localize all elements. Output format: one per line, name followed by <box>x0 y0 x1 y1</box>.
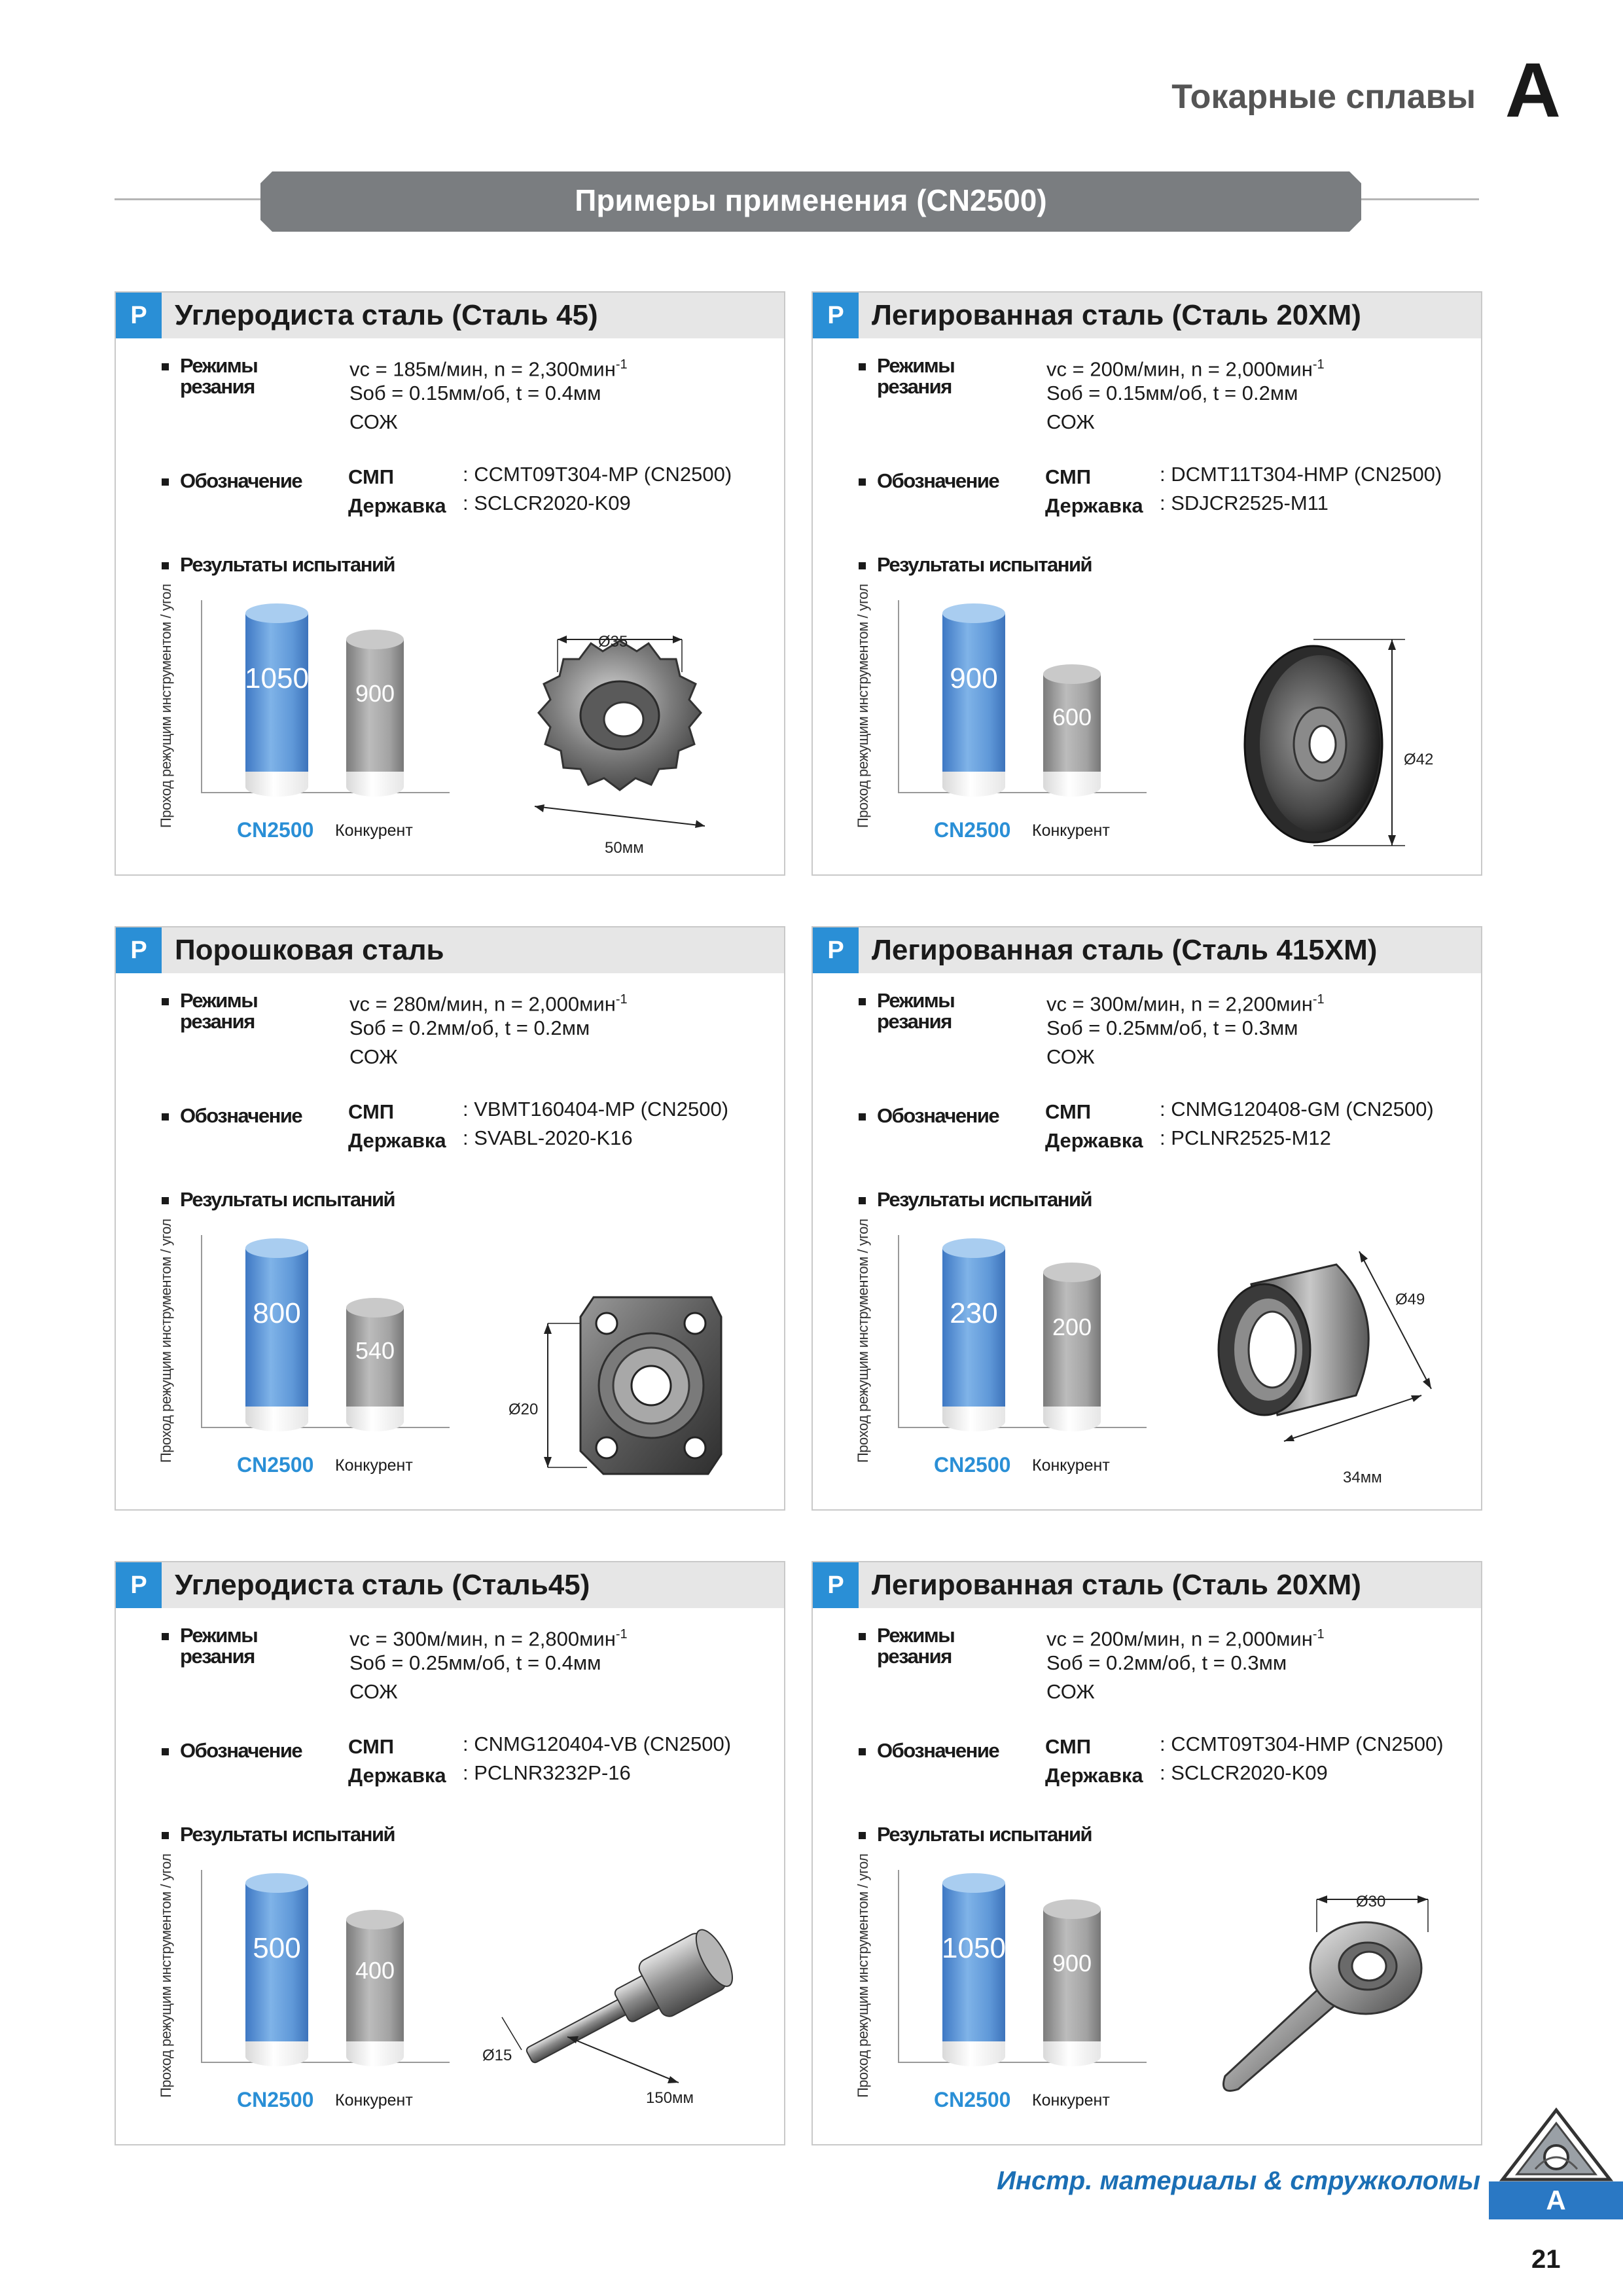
dimension-label: Ø35 <box>598 633 628 651</box>
dimension-label: 150мм <box>646 2089 694 2107</box>
designation-label: Обозначение <box>877 1739 999 1762</box>
coolant: СОЖ <box>1046 1045 1095 1068</box>
chart-bar-value: 540 <box>355 1337 395 1364</box>
chart-y-axis <box>898 1235 899 1428</box>
cutting-modes-label: Режимы <box>877 1624 955 1647</box>
holder-code: : PCLNR3232P-16 <box>463 1761 631 1784</box>
chart-category-ours: CN2500 <box>237 818 314 842</box>
insert-label: СМП <box>348 1100 395 1123</box>
cutting-speed-text: vc = 185м/мин, n = 2,300мин <box>349 357 616 381</box>
chart-y-axis-label: Проход режущим инструментом / угол <box>158 1854 174 2098</box>
chart-bar-top <box>346 1298 404 1318</box>
insert-code: : CNMG120408-GM (CN2500) <box>1160 1098 1434 1121</box>
card-title: Углеродиста сталь (Сталь 45) <box>175 299 598 331</box>
chart-bar <box>245 603 308 797</box>
chart-y-axis <box>898 600 899 793</box>
bullet <box>859 1633 866 1640</box>
coolant: СОЖ <box>349 410 398 433</box>
cutting-speed-text: vc = 200м/мин, n = 2,000мин <box>1046 1627 1313 1651</box>
designation-label: Обозначение <box>180 1739 302 1762</box>
chart-y-axis <box>201 1870 202 2063</box>
cutting-modes-label: Режимы <box>877 989 955 1012</box>
test-results-label: Результаты испытаний <box>877 1823 1092 1846</box>
chart-bar-top <box>942 1238 1005 1258</box>
chart-bar-top <box>1043 664 1101 684</box>
chart-category-ours: CN2500 <box>237 2088 314 2111</box>
chart-x-axis <box>898 2062 1147 2063</box>
coolant: СОЖ <box>1046 410 1095 433</box>
chart-bar <box>346 630 404 797</box>
designation-label: Обозначение <box>877 469 999 492</box>
feed-depth: Sоб = 0.2мм/об, t = 0.2мм <box>349 1016 590 1039</box>
insert-label: СМП <box>348 465 395 488</box>
holder-label: Державка <box>1045 1764 1143 1787</box>
chart-bar <box>942 1873 1005 2066</box>
chart-bar <box>346 1298 404 1431</box>
cutting-speed-exponent: -1 <box>615 992 628 1007</box>
material-group-badge: P <box>116 927 162 973</box>
insert-label: СМП <box>1045 1100 1092 1123</box>
cutting-modes-label-2: резания <box>877 375 952 398</box>
workpiece-illustration <box>508 1278 724 1516</box>
card-title: Легированная сталь (Сталь 415ХМ) <box>872 934 1378 966</box>
insert-code: : DCMT11T304-HMP (CN2500) <box>1160 463 1442 486</box>
chart-bar-top <box>942 603 1005 623</box>
chart-bar-value: 200 <box>1052 1314 1092 1340</box>
bullet <box>859 1113 866 1121</box>
chart-bar <box>346 1910 404 2066</box>
chart-y-axis <box>898 1870 899 2063</box>
bullet <box>162 1832 169 1839</box>
chart-bar-top <box>245 1238 308 1258</box>
bullet <box>162 1113 169 1121</box>
chart-bar-value: 500 <box>253 1932 301 1964</box>
holder-code: : SCLCR2020-K09 <box>463 492 631 514</box>
chart-bar-base <box>942 2041 1005 2066</box>
cutting-modes-label-2: резания <box>180 1645 255 1668</box>
feed-depth: Sоб = 0.15мм/об, t = 0.4мм <box>349 382 601 404</box>
chart-category-rival: Конкурент <box>1032 821 1110 840</box>
chart-bar-base <box>1043 1407 1101 1431</box>
bullet <box>162 562 169 569</box>
chart-bar-value: 230 <box>950 1297 998 1329</box>
insert-label: СМП <box>1045 1735 1092 1758</box>
chart-bar-top <box>245 1873 308 1893</box>
chart-bar-base <box>346 772 404 797</box>
workpiece-illustration <box>518 600 721 857</box>
chart-bar-value: 800 <box>253 1297 301 1329</box>
page-number: 21 <box>1531 2245 1561 2274</box>
chart-bar-base <box>1043 772 1101 797</box>
chart-category-ours: CN2500 <box>237 1453 314 1477</box>
bullet <box>859 1748 866 1755</box>
material-group-badge: P <box>116 1562 162 1608</box>
bullet <box>859 998 866 1005</box>
cutting-speed-exponent: -1 <box>615 357 628 372</box>
chart-bar-base <box>346 1407 404 1431</box>
insert-code: : VBMT160404-MP (CN2500) <box>463 1098 729 1121</box>
test-results-label: Результаты испытаний <box>180 1188 395 1211</box>
footer-caption: Инстр. материалы & стружколомы <box>997 2166 1480 2195</box>
designation-label: Обозначение <box>180 469 302 492</box>
chart-bar-top <box>1043 1899 1101 1919</box>
designation-label: Обозначение <box>877 1104 999 1127</box>
chart-bar <box>942 603 1005 797</box>
chart-bar-value: 1050 <box>245 662 309 694</box>
dim-arrow <box>558 636 567 643</box>
bullet <box>162 478 169 486</box>
chart-bar-value: 900 <box>355 680 395 707</box>
cutting-speed-text: vc = 300м/мин, n = 2,800мин <box>349 1627 616 1651</box>
chart-x-axis <box>201 2062 450 2063</box>
holder-label: Державка <box>1045 494 1143 517</box>
bullet <box>859 1832 866 1839</box>
workpiece-illustration <box>1205 1225 1435 1490</box>
insert-label: СМП <box>1045 465 1092 488</box>
coolant: СОЖ <box>349 1680 398 1703</box>
application-card <box>115 291 785 876</box>
card-title: Легированная сталь (Сталь 20ХМ) <box>872 1569 1361 1601</box>
feed-depth: Sоб = 0.25мм/об, t = 0.4мм <box>349 1651 601 1674</box>
chart-y-axis-label: Проход режущим инструментом / угол <box>855 584 871 828</box>
chart-bar-base <box>942 1407 1005 1431</box>
designation-label: Обозначение <box>180 1104 302 1127</box>
test-results-label: Результаты испытаний <box>877 1188 1092 1211</box>
holder-code: : SDJCR2525-M11 <box>1160 492 1329 514</box>
bullet <box>162 1633 169 1640</box>
chart-bar-base <box>1043 2041 1101 2066</box>
bullet <box>859 363 866 370</box>
material-group-badge: P <box>813 927 859 973</box>
cutting-modes-label: Режимы <box>180 1624 258 1647</box>
test-results-label: Результаты испытаний <box>877 553 1092 576</box>
chart-category-ours: CN2500 <box>934 818 1011 842</box>
cutting-modes-label-2: резания <box>877 1645 952 1668</box>
chart-category-rival: Конкурент <box>335 2091 413 2109</box>
bullet <box>859 1197 866 1204</box>
application-card <box>812 1561 1482 2145</box>
dimension-label: Ø42 <box>1404 751 1434 768</box>
chart-bar-top <box>1043 1263 1101 1282</box>
chart-bar-value: 1050 <box>942 1932 1006 1964</box>
test-results-label: Результаты испытаний <box>180 553 395 576</box>
chart-bar-base <box>245 772 308 797</box>
banner-title: Примеры применения (CN2500) <box>575 183 1047 217</box>
bullet <box>162 1748 169 1755</box>
cutting-speed-text: vc = 300м/мин, n = 2,200мин <box>1046 992 1313 1016</box>
chart-bar <box>1043 1263 1101 1431</box>
test-results-label: Результаты испытаний <box>180 1823 395 1846</box>
cutting-speed-exponent: -1 <box>1312 992 1325 1007</box>
bullet <box>162 1197 169 1204</box>
cutting-modes-label-2: резания <box>180 375 255 398</box>
feed-depth: Sоб = 0.2мм/об, t = 0.3мм <box>1046 1651 1287 1674</box>
chart-bar-base <box>245 2041 308 2066</box>
chart-bar <box>245 1873 308 2066</box>
coolant: СОЖ <box>1046 1680 1095 1703</box>
insert-logo-icon <box>1497 2106 1615 2188</box>
chart-x-axis <box>201 792 450 793</box>
chart-y-axis-label: Проход режущим инструментом / угол <box>158 584 174 828</box>
holder-code: : SVABL-2020-K16 <box>463 1126 633 1149</box>
chart-bar-top <box>346 630 404 649</box>
holder-label: Державка <box>348 1129 446 1152</box>
card-title: Легированная сталь (Сталь 20ХМ) <box>872 299 1361 331</box>
cutting-modes-label: Режимы <box>180 354 258 377</box>
cutting-modes-label: Режимы <box>877 354 955 377</box>
chart-category-rival: Конкурент <box>1032 1456 1110 1475</box>
dimension-label: Ø49 <box>1395 1291 1425 1308</box>
chart-bar-top <box>245 603 308 623</box>
feed-depth: Sоб = 0.25мм/об, t = 0.3мм <box>1046 1016 1298 1039</box>
insert-code: : CCMT09T304-MP (CN2500) <box>463 463 732 486</box>
cutting-speed-text: vc = 200м/мин, n = 2,000мин <box>1046 357 1313 381</box>
cutting-modes-label-2: резания <box>877 1010 952 1033</box>
chart-category-rival: Конкурент <box>335 1456 413 1475</box>
chart-y-axis <box>201 600 202 793</box>
card-title: Порошковая сталь <box>175 934 444 966</box>
cutting-speed-exponent: -1 <box>1312 1627 1325 1641</box>
bullet <box>162 363 169 370</box>
application-card <box>812 926 1482 1511</box>
chart-bar-value: 900 <box>1052 1950 1092 1977</box>
chart-x-axis <box>898 1427 1147 1428</box>
feed-depth: Sоб = 0.15мм/об, t = 0.2мм <box>1046 382 1298 404</box>
chart-y-axis-label: Проход режущим инструментом / угол <box>855 1854 871 2098</box>
cutting-modes-label: Режимы <box>180 989 258 1012</box>
dimension-label: 50мм <box>605 839 644 857</box>
bullet <box>859 478 866 486</box>
holder-code: : SCLCR2020-K09 <box>1160 1761 1328 1784</box>
insert-code: : CNMG120404-VB (CN2500) <box>463 1732 732 1755</box>
section-letter: A <box>1505 47 1561 134</box>
insert-label: СМП <box>348 1735 395 1758</box>
insert-code: : CCMT09T304-HMP (CN2500) <box>1160 1732 1444 1755</box>
workpiece-illustration <box>1205 1880 1454 2112</box>
material-group-badge: P <box>813 1562 859 1608</box>
chart-x-axis <box>898 792 1147 793</box>
bullet <box>859 562 866 569</box>
chart-category-rival: Конкурент <box>1032 2091 1110 2109</box>
chart-category-rival: Конкурент <box>335 821 413 840</box>
holder-label: Державка <box>1045 1129 1143 1152</box>
workpiece-illustration <box>482 1886 744 2107</box>
cutting-modes-label-2: резания <box>180 1010 255 1033</box>
card-title: Углеродиста сталь (Сталь45) <box>175 1569 590 1601</box>
cutting-speed-exponent: -1 <box>615 1627 628 1641</box>
holder-code: : PCLNR2525-M12 <box>1160 1126 1331 1149</box>
chart-bar <box>245 1238 308 1431</box>
chart-bar-value: 600 <box>1052 704 1092 730</box>
dimension-label: Ø30 <box>1356 1893 1386 1910</box>
material-group-badge: P <box>813 293 859 338</box>
chart-bar-top <box>346 1910 404 1929</box>
chart-category-ours: CN2500 <box>934 1453 1011 1477</box>
application-card <box>812 291 1482 876</box>
coolant: СОЖ <box>349 1045 398 1068</box>
holder-label: Державка <box>348 494 446 517</box>
application-card <box>115 1561 785 2145</box>
dimension-label: Ø15 <box>482 2047 512 2064</box>
dimension-label: 34мм <box>1343 1469 1382 1486</box>
application-card <box>115 926 785 1511</box>
chart-bar-top <box>942 1873 1005 1893</box>
chart-bar-base <box>346 2041 404 2066</box>
bullet <box>162 998 169 1005</box>
chart-bar <box>942 1238 1005 1431</box>
chart-y-axis-label: Проход режущим инструментом / угол <box>158 1219 174 1463</box>
footer-section-tab: A <box>1489 2181 1623 2219</box>
holder-label: Державка <box>348 1764 446 1787</box>
dimension-label: Ø20 <box>508 1401 539 1418</box>
chart-bar-base <box>942 772 1005 797</box>
chart-y-axis <box>201 1235 202 1428</box>
chart-y-axis-label: Проход режущим инструментом / угол <box>855 1219 871 1463</box>
chart-bar-value: 900 <box>950 662 998 694</box>
material-group-badge: P <box>116 293 162 338</box>
workpiece-illustration <box>1235 620 1444 859</box>
chart-bar-base <box>245 1407 308 1431</box>
page-header-title: Токарные сплавы <box>1171 78 1476 116</box>
cutting-speed-text: vc = 280м/мин, n = 2,000мин <box>349 992 616 1016</box>
chart-bar-value: 400 <box>355 1957 395 1984</box>
cutting-speed-exponent: -1 <box>1312 357 1325 372</box>
chart-x-axis <box>201 1427 450 1428</box>
chart-category-ours: CN2500 <box>934 2088 1011 2111</box>
chart-bar <box>1043 1899 1101 2066</box>
